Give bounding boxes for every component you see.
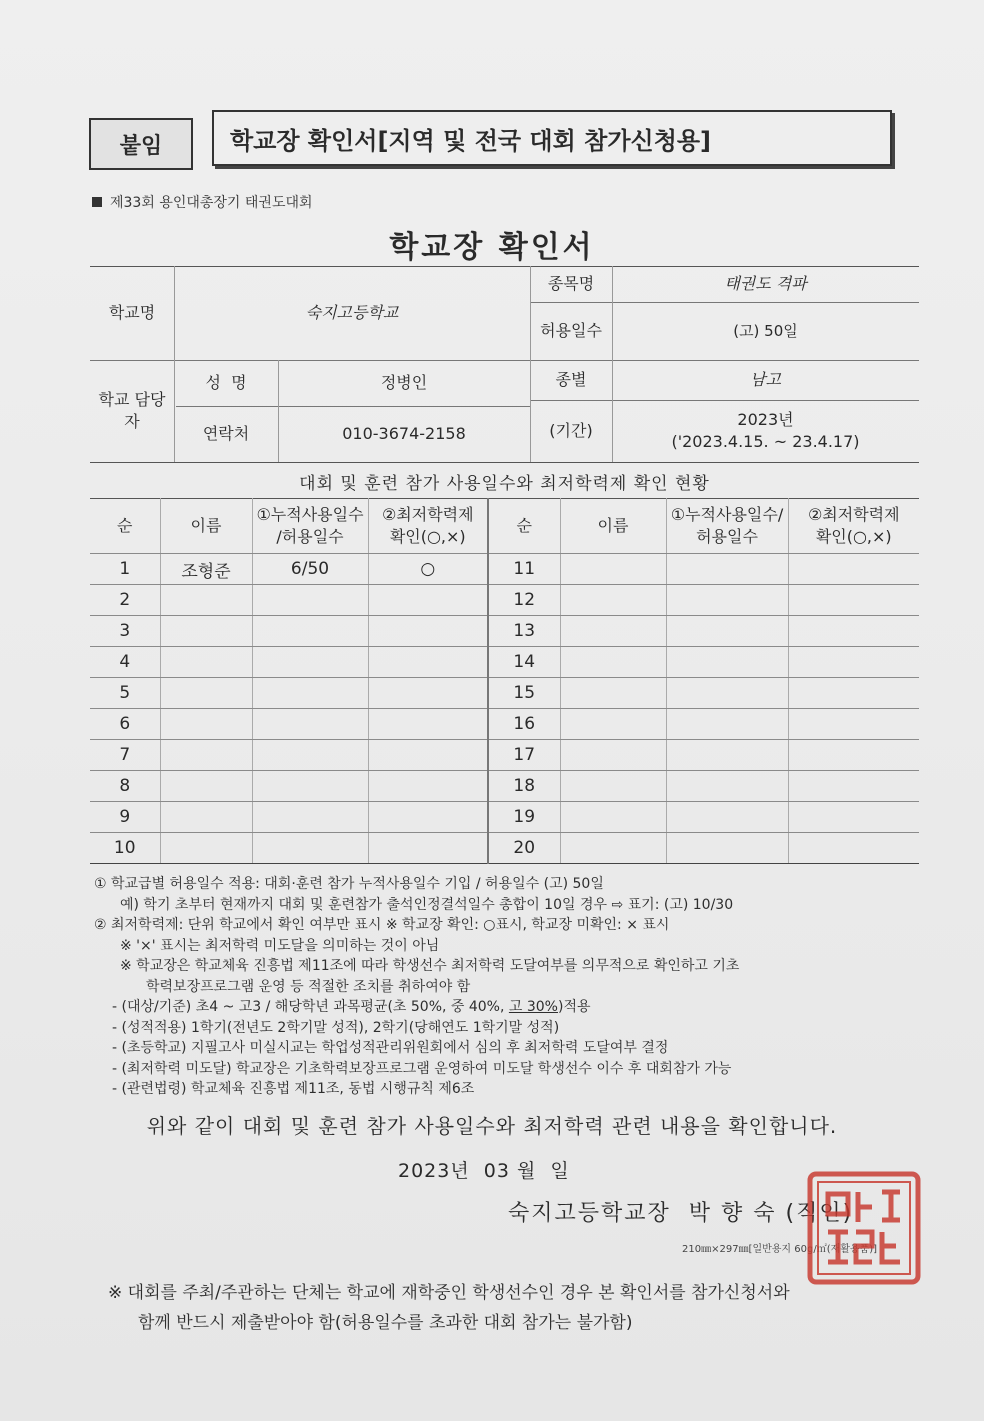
period-range: ('2023.4.15. ~ 23.4.17) xyxy=(671,432,860,451)
row-confirm-right xyxy=(788,709,919,740)
usage-row xyxy=(90,616,919,647)
col-no-right: 순 xyxy=(488,499,560,554)
row-confirm xyxy=(368,771,488,802)
gender-label: 종별 xyxy=(555,370,587,390)
name-value: 정병인 xyxy=(380,373,428,393)
row-name-right xyxy=(560,616,666,647)
row-confirm xyxy=(368,709,488,740)
note-2: ② 최저학력제: 단위 학교에서 확인 여부만 표시 ※ 학교장 확인: ○표시, 학교장 미확인: × 표시 xyxy=(94,917,670,933)
row-confirm-right xyxy=(788,771,919,802)
row-days xyxy=(252,802,368,833)
row-no: 3 xyxy=(90,616,160,647)
document-title: 학교장 확인서 xyxy=(389,230,595,265)
row-confirm-right xyxy=(788,647,919,678)
square-bullet-icon xyxy=(92,197,102,207)
note-2-a: ※ '×' 표시는 최저학력 미도달을 의미하는 것이 아님 xyxy=(120,937,440,954)
row-no: 2 xyxy=(90,585,160,616)
attachment-label: 붙임 xyxy=(89,118,193,170)
row-confirm xyxy=(368,740,488,771)
row-confirm xyxy=(368,833,488,864)
row-no: 7 xyxy=(90,740,160,771)
row-name-right xyxy=(560,554,666,585)
row-no: 8 xyxy=(90,771,160,802)
row-name-right xyxy=(560,771,666,802)
notes-section xyxy=(94,874,924,1100)
row-confirm: ○ xyxy=(368,554,488,585)
detail-laws: - (관련법령) 학교체육 진흥법 제11조, 동법 시행규칙 제6조 xyxy=(112,1081,475,1097)
row-no-right: 15 xyxy=(488,678,560,709)
row-no-right: 13 xyxy=(488,616,560,647)
row-confirm-right xyxy=(788,585,919,616)
detail-below-min: - (최저학력 미도달) 학교장은 기초학력보장프로그램 운영하여 미도달 학생선수 이수 후 대회참가 가능 xyxy=(112,1060,732,1077)
row-no: 6 xyxy=(90,709,160,740)
row-days xyxy=(252,771,368,802)
col-days-right: ①누적사용일수/ 허용일수 xyxy=(666,499,788,554)
signature-date: 2023년 03 월 일 xyxy=(398,1160,570,1182)
col-no: 순 xyxy=(90,499,160,554)
row-confirm xyxy=(368,678,488,709)
row-days-right xyxy=(666,802,788,833)
row-name xyxy=(160,709,252,740)
period-value xyxy=(612,400,919,462)
row-name-right xyxy=(560,709,666,740)
row-days-right xyxy=(666,678,788,709)
row-confirm xyxy=(368,585,488,616)
footnote xyxy=(108,1278,928,1338)
official-seal-stamp xyxy=(806,1170,922,1286)
row-days-right xyxy=(666,771,788,802)
row-confirm xyxy=(368,647,488,678)
usage-row xyxy=(90,833,919,864)
detail-target: - (대상/기준) 초4 ~ 고3 / 해당학년 과목평균(초 50%, 중 40%, 고 30%)적용 xyxy=(112,999,591,1015)
allowed-days-label: 허용일수 xyxy=(540,321,602,341)
row-days xyxy=(252,709,368,740)
usage-table xyxy=(90,498,919,864)
row-no: 4 xyxy=(90,647,160,678)
row-name xyxy=(160,802,252,833)
col-confirm-right: ②최저학력제 확인(○,×) xyxy=(788,499,919,554)
event-line xyxy=(92,192,313,212)
row-confirm-right xyxy=(788,740,919,771)
row-days-right xyxy=(666,585,788,616)
contact-label: 연락처 xyxy=(202,424,250,444)
row-no-right: 16 xyxy=(488,709,560,740)
row-confirm-right xyxy=(788,833,919,864)
row-name xyxy=(160,647,252,678)
row-days-right xyxy=(666,616,788,647)
sport-value: 태권도 격파 xyxy=(724,274,807,294)
row-confirm-right xyxy=(788,802,919,833)
row-name-right xyxy=(560,647,666,678)
usage-caption: 대회 및 훈련 참가 사용일수와 최저학력제 확인 현황 xyxy=(299,473,710,494)
row-name xyxy=(160,585,252,616)
detail-elementary: - (초등학교) 지필고사 미실시교는 학업성적관리위원회에서 심의 후 최저학력 도달여부 결정 xyxy=(112,1040,669,1056)
usage-row xyxy=(90,647,919,678)
row-days-right xyxy=(666,554,788,585)
row-name-right xyxy=(560,802,666,833)
col-days: ①누적사용일수 /허용일수 xyxy=(252,499,368,554)
row-days: 6/50 xyxy=(252,554,368,585)
row-days xyxy=(252,678,368,709)
row-confirm xyxy=(368,802,488,833)
row-no-right: 17 xyxy=(488,740,560,771)
principal-signature: 숙지고등학교장 박 향 숙 (직인) xyxy=(508,1201,854,1226)
school-info-table xyxy=(90,266,919,462)
col-name-right: 이름 xyxy=(560,499,666,554)
row-no: 9 xyxy=(90,802,160,833)
paper-spec: 210㎜×297㎜[일반용지 60g/㎡(재활용품)] xyxy=(682,1244,878,1255)
row-no-right: 14 xyxy=(488,647,560,678)
row-confirm xyxy=(368,616,488,647)
contact-value: 010-3674-2158 xyxy=(342,424,466,444)
row-name-right xyxy=(560,585,666,616)
note-2-b2: 학력보장프로그램 운영 등 적절한 조치를 취하여야 함 xyxy=(146,978,471,995)
row-no: 5 xyxy=(90,678,160,709)
gender-value: 남고 xyxy=(750,370,781,390)
confirmation-statement: 위와 같이 대회 및 훈련 참가 사용일수와 최저학력 관련 내용을 확인합니다. xyxy=(146,1114,838,1138)
row-days-right xyxy=(666,647,788,678)
row-name-right xyxy=(560,740,666,771)
row-days xyxy=(252,740,368,771)
note-1-example: 예) 학기 초부터 현재까지 대회 및 훈련참가 출석인정결석일수 총합이 10일 경우 ⇨ 표기: (고) 10/30 xyxy=(120,896,734,913)
footnote-line-1: ※ 대회를 주최/주관하는 단체는 학교에 재학중인 학생선수인 경우 본 확인서를 참가신청서와 xyxy=(108,1283,790,1303)
row-name xyxy=(160,678,252,709)
row-no-right: 18 xyxy=(488,771,560,802)
staff-label: 학교 담당자 xyxy=(98,390,166,431)
name-label: 성 명 xyxy=(205,373,247,393)
period-label: (기간) xyxy=(549,421,593,441)
footnote-line-2: 함께 반드시 제출받아야 함(허용일수를 초과한 대회 참가는 불가함) xyxy=(138,1313,633,1333)
allowed-days-value: (고) 50일 xyxy=(733,321,798,340)
row-name-right xyxy=(560,678,666,709)
row-name-right xyxy=(560,833,666,864)
row-name: 조형준 xyxy=(160,554,252,585)
row-confirm-right xyxy=(788,554,919,585)
usage-row xyxy=(90,802,919,833)
row-name xyxy=(160,771,252,802)
usage-row xyxy=(90,771,919,802)
school-label: 학교명 xyxy=(108,303,156,323)
row-no: 1 xyxy=(90,554,160,585)
usage-row xyxy=(90,678,919,709)
usage-header-row xyxy=(90,499,919,554)
usage-row xyxy=(90,554,919,585)
col-name: 이름 xyxy=(160,499,252,554)
note-1: ① 학교급별 허용일수 적용: 대회·훈련 참가 누적사용일수 기입 / 허용일수 (고) 50일 xyxy=(94,876,604,892)
usage-row xyxy=(90,709,919,740)
row-days-right xyxy=(666,740,788,771)
row-days xyxy=(252,833,368,864)
row-days-right xyxy=(666,833,788,864)
school-value: 숙지고등학교 xyxy=(305,303,399,323)
row-days-right xyxy=(666,709,788,740)
row-days xyxy=(252,647,368,678)
row-confirm-right xyxy=(788,678,919,709)
row-name xyxy=(160,740,252,771)
note-2-b1: ※ 학교장은 학교체육 진흥법 제11조에 따라 학생선수 최저학력 도달여부를 의무적으로 확인하고 기초 xyxy=(120,958,740,974)
row-days xyxy=(252,585,368,616)
sport-label: 종목명 xyxy=(547,274,595,294)
form-title-box: 학교장 확인서[지역 및 전국 대회 참가신청용] xyxy=(212,110,892,166)
row-no-right: 20 xyxy=(488,833,560,864)
row-days xyxy=(252,616,368,647)
row-confirm-right xyxy=(788,616,919,647)
row-no-right: 12 xyxy=(488,585,560,616)
detail-grades: - (성적적용) 1학기(전년도 2학기말 성적), 2학기(당해연도 1학기말 성적) xyxy=(112,1019,560,1036)
col-confirm: ②최저학력제 확인(○,×) xyxy=(368,499,488,554)
usage-row xyxy=(90,740,919,771)
row-name xyxy=(160,616,252,647)
period-year: 2023년 xyxy=(737,410,794,430)
row-no-right: 19 xyxy=(488,802,560,833)
usage-row xyxy=(90,585,919,616)
row-name xyxy=(160,833,252,864)
event-name: 제33회 용인대총장기 태권도대회 xyxy=(110,195,313,211)
row-no-right: 11 xyxy=(488,554,560,585)
row-no: 10 xyxy=(90,833,160,864)
